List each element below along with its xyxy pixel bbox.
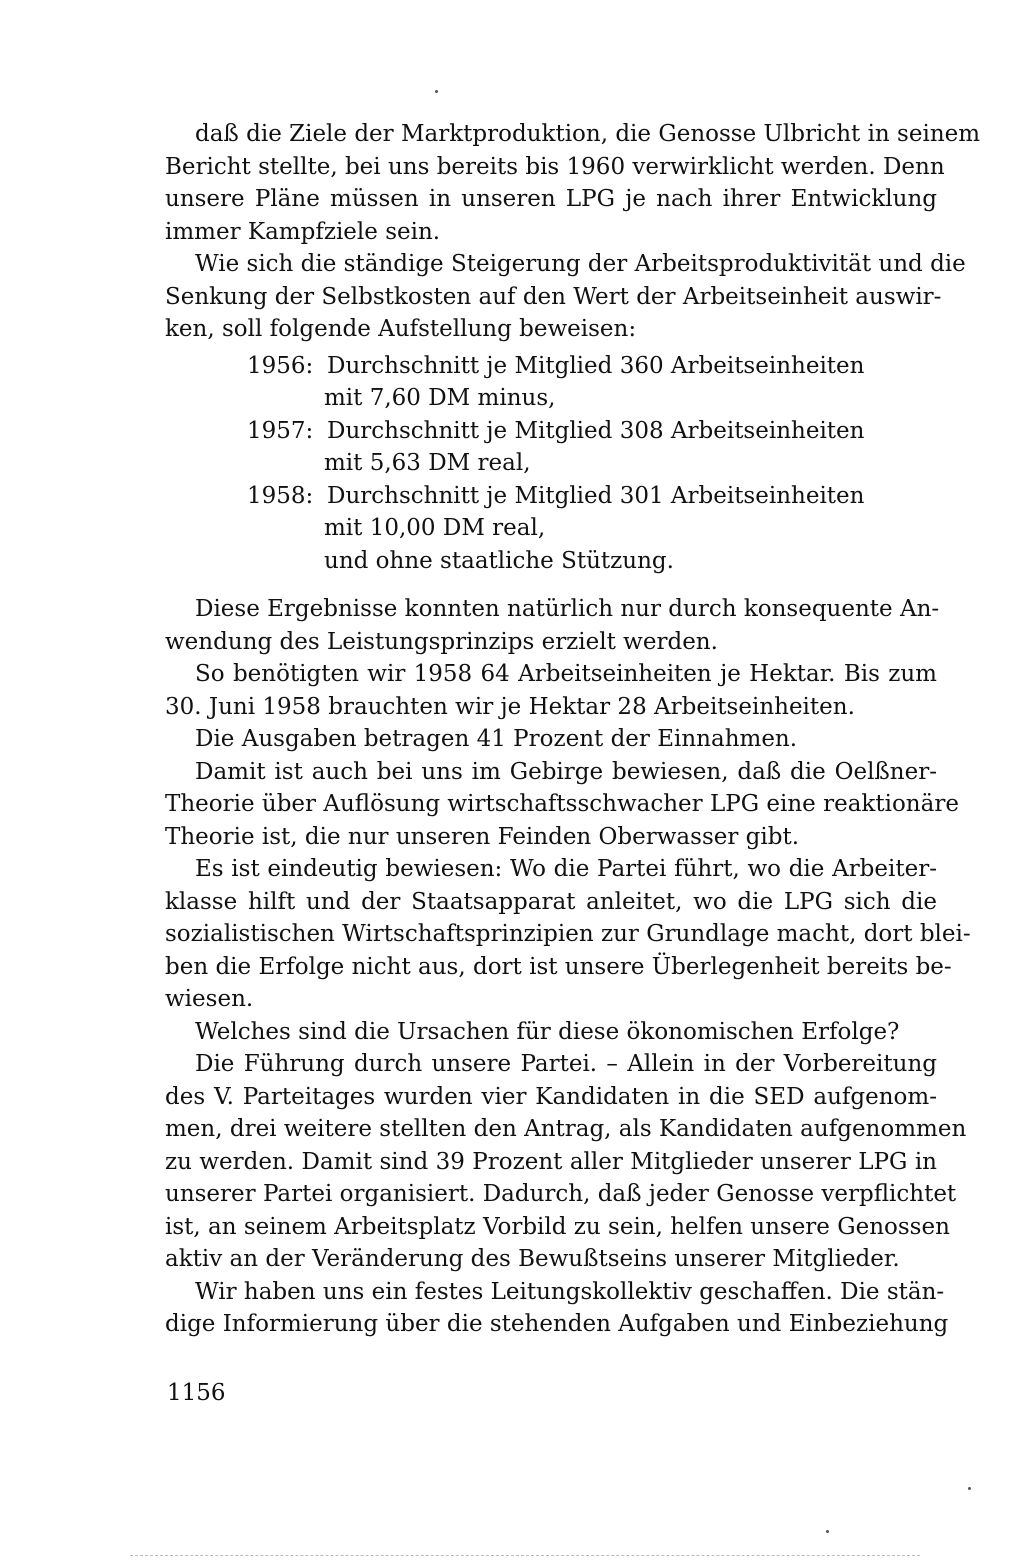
text-line: Die Ausgaben betragen 41 Prozent der Einnahmen.: [195, 726, 798, 752]
scan-edge: [130, 1555, 920, 1557]
text-line: Theorie über Auflösung wirtschaftsschwacher LPG eine reaktionäre: [165, 791, 959, 817]
text-line: 30. Juni 1958 brauchten wir je Hektar 28 Arbeitseinheiten.: [165, 693, 855, 720]
text-line: aktiv an der Veränderung des Bewußtseins unserer Mitglieder.: [165, 1246, 900, 1272]
text-line: unserer Partei organisiert. Dadurch, daß jeder Genosse verpflichtet: [165, 1181, 957, 1207]
table-continuation-text: mit 7,60 DM minus,: [324, 385, 556, 411]
text-line: Die Führung durch unsere Partei. – Allein in der Vorbereitung: [195, 1051, 937, 1077]
table-text: Durchschnitt je Mitglied 360 Arbeitseinheiten: [327, 352, 865, 379]
text-line: Es ist eindeutig bewiesen: Wo die Partei führt, wo die Arbeiter-: [195, 856, 937, 882]
text-line: ist, an seinem Arbeitsplatz Vorbild zu sein, helfen unsere Genossen: [165, 1213, 950, 1240]
table-row-continuation: [165, 382, 937, 415]
text-line: Diese Ergebnisse konnten natürlich nur durch konsequente An-: [195, 596, 940, 622]
table-continuation-text: mit 5,63 DM real,: [324, 450, 531, 476]
table-row-continuation: [165, 545, 937, 578]
text-line: immer Kampfziele sein.: [165, 218, 441, 245]
body-text: [165, 118, 981, 1341]
table-year: 1957:: [247, 417, 314, 444]
text-line: Senkung der Selbstkosten auf den Wert der Arbeitseinheit auswir-: [165, 283, 942, 310]
table-row: [165, 350, 937, 383]
text-line: Wir haben uns ein festes Leitungskollektiv geschaffen. Die stän-: [195, 1278, 945, 1305]
text-line: wiesen.: [165, 986, 254, 1012]
text-line: ken, soll folgende Aufstellung beweisen:: [165, 316, 637, 342]
scan-speck: [968, 1487, 971, 1490]
text-line: dige Informierung über die stehenden Aufgaben und Einbeziehung: [165, 1311, 949, 1337]
page-number: 1156: [167, 1380, 226, 1406]
text-line: Wie sich die ständige Steigerung der Arbeitsproduktivität und die: [195, 251, 966, 277]
text-line: Welches sind die Ursachen für diese ökonomischen Erfolge?: [195, 1018, 900, 1045]
text-line: So benötigten wir 1958 64 Arbeitseinheiten je Hektar. Bis zum: [195, 661, 937, 687]
table-row: [165, 415, 937, 448]
table-row-continuation: [165, 512, 937, 545]
text-line: ben die Erfolge nicht aus, dort ist unsere Überlegenheit bereits be-: [165, 953, 952, 980]
table-continuation-text: mit 10,00 DM real,: [324, 515, 546, 541]
text-line: des V. Parteitages wurden vier Kandidaten in die SED aufgenom-: [165, 1083, 937, 1110]
table-continuation-text: und ohne staatliche Stützung.: [324, 547, 674, 574]
table-text: Durchschnitt je Mitglied 301 Arbeitseinheiten: [327, 482, 865, 509]
table-text: Durchschnitt je Mitglied 308 Arbeitseinheiten: [327, 417, 865, 444]
scan-speck: [435, 90, 438, 93]
text-line: klasse hilft und der Staatsapparat anleitet, wo die LPG sich die: [165, 888, 937, 915]
text-line: unsere Pläne müssen in unseren LPG je nach ihrer Entwicklung: [165, 186, 937, 212]
text-line: sozialistischen Wirtschaftsprinzipien zur Grundlage macht, dort blei-: [165, 921, 971, 947]
table-year: 1956:: [247, 352, 314, 379]
text-line: Theorie ist, die nur unseren Feinden Oberwasser gibt.: [165, 823, 800, 850]
text-line: wendung des Leistungsprinzips erzielt werden.: [165, 628, 718, 655]
table-row-continuation: [165, 447, 937, 480]
text-line: zu werden. Damit sind 39 Prozent aller Mitglieder unserer LPG in: [165, 1148, 937, 1175]
text-line: daß die Ziele der Marktproduktion, die Genosse Ulbricht in seinem: [195, 121, 981, 147]
text-line: Damit ist auch bei uns im Gebirge bewiesen, daß die Oelßner-: [195, 758, 937, 785]
table-row: [165, 480, 937, 513]
table-year: 1958:: [247, 482, 314, 509]
text-line: men, drei weitere stellten den Antrag, als Kandidaten aufgenommen: [165, 1116, 967, 1142]
text-line: Bericht stellte, bei uns bereits bis 1960 verwirklicht werden. Denn: [165, 153, 945, 180]
scan-speck: [826, 1530, 829, 1533]
